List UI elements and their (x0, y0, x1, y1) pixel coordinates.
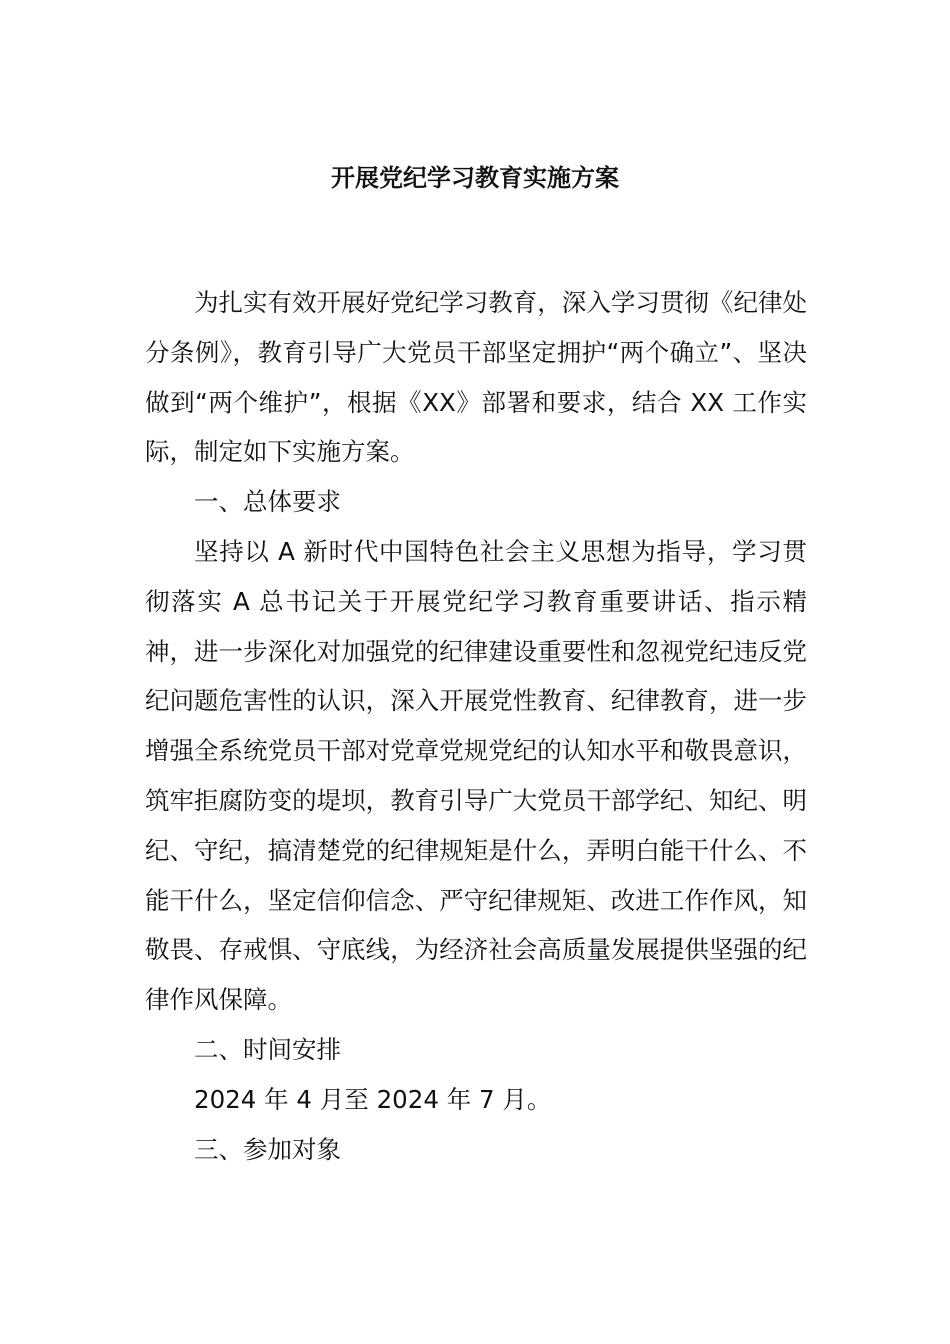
section-heading-schedule: 二、时间安排 (194, 1034, 341, 1064)
intro-paragraph: 为扎实有效开展好党纪学习教育，深入学习贯彻《纪律处分条例》，教育引导广大党员干部坚定拥护“两个确立”、坚决做到“两个维护”，根据《XX》部署和要求，结合 XX 工作实际，制定如下实施方案。 (145, 288, 807, 467)
section-heading-participants: 三、参加对象 (194, 1134, 341, 1164)
schedule-paragraph: 2024 年 4 月至 2024 年 7 月。 (194, 1084, 552, 1114)
document-title: 开展党纪学习教育实施方案 (331, 164, 619, 192)
document-body (145, 278, 807, 1174)
general-requirements-paragraph: 坚持以 A 新时代中国特色社会主义思想为指导，学习贯彻落实 A 总书记关于开展党纪学习教育重要讲话、指示精神，进一步深化对加强党的纪律建设重要性和忽视党纪违反党纪问题危害性的认识，深入开展党性教育、纪律教育，进一步增强全系统党员干部对党章党规党纪的认知水平和敬畏意识，筑牢拒腐防变的堤坝，教育引导广大党员干部学纪、知纪、明纪、守纪，搞清楚党的纪律规矩是什么，弄明白能干什么、不能干什么，坚定信仰信念、严守纪律规矩、改进工作作风，知敬畏、存戒惧、守底线，为经济社会高质量发展提供坚强的纪律作风保障。 (145, 536, 807, 1015)
section-heading-general-requirements: 一、总体要求 (194, 487, 341, 517)
